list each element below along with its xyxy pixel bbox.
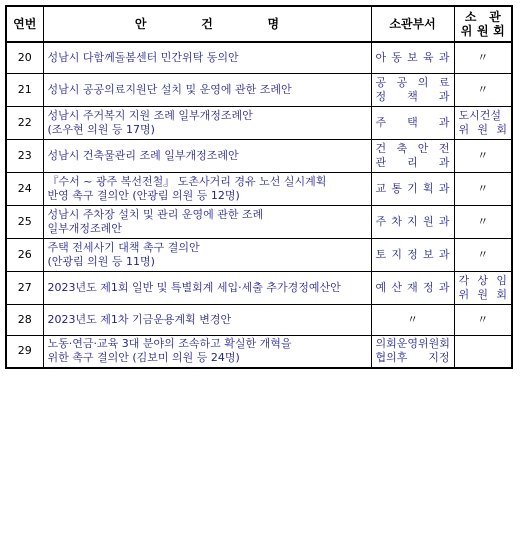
responsible-department (371, 271, 454, 304)
header-committee-char: 위 (460, 24, 473, 38)
responsible-department (371, 205, 454, 238)
ditto-mark: 〃 (477, 214, 489, 228)
department-line: 예 산 재 정 과 (375, 280, 450, 294)
agenda-title-line: 2023년도 제1차 기금운용계획 변경안 (47, 312, 232, 326)
ditto-mark: 〃 (477, 50, 489, 64)
responsible-department (371, 335, 454, 368)
department-line: 의회운영위원회 (375, 337, 450, 351)
committee-line: 위 원 회 (458, 287, 507, 301)
table-header-row (6, 6, 512, 42)
agenda-title (43, 304, 371, 335)
row-number: 25 (6, 205, 43, 238)
table-body (6, 42, 512, 368)
responsible-department (371, 73, 454, 106)
agenda-title (43, 73, 371, 106)
department-line: 교 통 기 획 과 (375, 181, 450, 195)
header-committee-char: 원 (476, 24, 489, 38)
table-row (6, 106, 512, 139)
row-number: 26 (6, 238, 43, 271)
agenda-title-line: 노동·연금·교육 3대 분야의 조속하고 확실한 개혁을 (47, 337, 292, 351)
header-committee (454, 6, 512, 42)
agenda-title (43, 139, 371, 172)
department-line: 건 축 안 전 (375, 141, 450, 155)
header-title (43, 6, 371, 42)
responsible-committee (454, 73, 512, 106)
department-line: 협의후 지정 (375, 351, 450, 365)
agenda-title-line: 일부개정조례안 (47, 221, 122, 235)
department-line: 주 택 과 (375, 115, 450, 129)
table-row (6, 205, 512, 238)
header-committee-char: 회 (493, 24, 505, 38)
table-row (6, 271, 512, 304)
agenda-title (43, 271, 371, 304)
responsible-committee (454, 271, 512, 304)
row-number: 27 (6, 271, 43, 304)
committee-line: 도시건설 (458, 108, 502, 122)
table-row (6, 73, 512, 106)
responsible-department (371, 42, 454, 73)
responsible-department (371, 304, 454, 335)
header-title-char: 안 (134, 17, 147, 31)
agenda-title-line: 위한 촉구 결의안 (김보미 의원 등 24명) (47, 351, 240, 365)
agenda-title (43, 335, 371, 368)
responsible-committee (454, 335, 512, 368)
agenda-title-line: (안광림 의원 등 11명) (47, 254, 155, 268)
agenda-title-line: (조우현 의원 등 17명) (47, 122, 155, 136)
table-row (6, 42, 512, 73)
agenda-title (43, 172, 371, 205)
agenda-title-line: 성남시 다함께돌봄센터 민간위탁 동의안 (47, 50, 239, 64)
ditto-mark: 〃 (477, 247, 489, 261)
department-line: 아 동 보 육 과 (375, 50, 450, 64)
ditto-mark: 〃 (477, 312, 489, 326)
ditto-mark: 〃 (477, 181, 489, 195)
department-line: 관 리 과 (375, 155, 450, 169)
agenda-table (5, 5, 513, 369)
header-title-char: 건 (201, 17, 213, 31)
responsible-department (371, 106, 454, 139)
row-number: 28 (6, 304, 43, 335)
row-number: 23 (6, 139, 43, 172)
agenda-title-line: 성남시 주거복지 지원 조례 일부개정조례안 (47, 108, 253, 122)
responsible-committee (454, 172, 512, 205)
department-line: 주 차 지 원 과 (375, 214, 450, 228)
table-row (6, 238, 512, 271)
header-dept: 소관부서 (371, 6, 454, 42)
agenda-title (43, 106, 371, 139)
committee-line: 각 상 임 (458, 273, 507, 287)
table-row (6, 139, 512, 172)
table-row (6, 304, 512, 335)
agenda-title-line: 주택 전세사기 대책 촉구 결의안 (47, 240, 200, 254)
ditto-mark: 〃 (477, 82, 489, 96)
committee-line: 위 원 회 (458, 122, 507, 136)
agenda-title (43, 238, 371, 271)
department-line: 토 지 정 보 과 (375, 247, 450, 261)
ditto-mark: 〃 (477, 148, 489, 162)
ditto-mark: 〃 (407, 312, 418, 326)
responsible-committee (454, 106, 512, 139)
agenda-title-line: 성남시 건축물관리 조례 일부개정조례안 (47, 148, 239, 162)
agenda-title-line: 성남시 주차장 설치 및 관리 운영에 관한 조례 (47, 207, 264, 221)
agenda-title (43, 205, 371, 238)
row-number: 29 (6, 335, 43, 368)
responsible-committee (454, 205, 512, 238)
agenda-title-line: 2023년도 제1회 일반 및 특별회계 세입·세출 추가경정예산안 (47, 280, 341, 294)
agenda-title-line: 반영 촉구 결의안 (안광림 의원 등 12명) (47, 188, 240, 202)
table-row (6, 335, 512, 368)
row-number: 24 (6, 172, 43, 205)
department-line: 공 공 의 료 (375, 75, 450, 89)
agenda-title-line: 『수서 ~ 광주 복선전철』 도촌사거리 경유 노선 실시계획 (47, 174, 327, 188)
responsible-committee (454, 238, 512, 271)
responsible-department (371, 238, 454, 271)
responsible-committee (454, 139, 512, 172)
table-row (6, 172, 512, 205)
row-number: 22 (6, 106, 43, 139)
responsible-committee (454, 304, 512, 335)
header-committee-char: 관 (489, 10, 501, 24)
agenda-title-line: 성남시 공공의료지원단 설치 및 운영에 관한 조례안 (47, 82, 292, 96)
responsible-committee (454, 42, 512, 73)
header-title-char: 명 (267, 17, 280, 31)
row-number: 21 (6, 73, 43, 106)
responsible-department (371, 172, 454, 205)
header-no: 연번 (6, 6, 43, 42)
agenda-title (43, 42, 371, 73)
header-committee-char: 소 (464, 10, 477, 24)
department-line: 정 책 과 (375, 89, 450, 103)
responsible-department (371, 139, 454, 172)
row-number: 20 (6, 42, 43, 73)
